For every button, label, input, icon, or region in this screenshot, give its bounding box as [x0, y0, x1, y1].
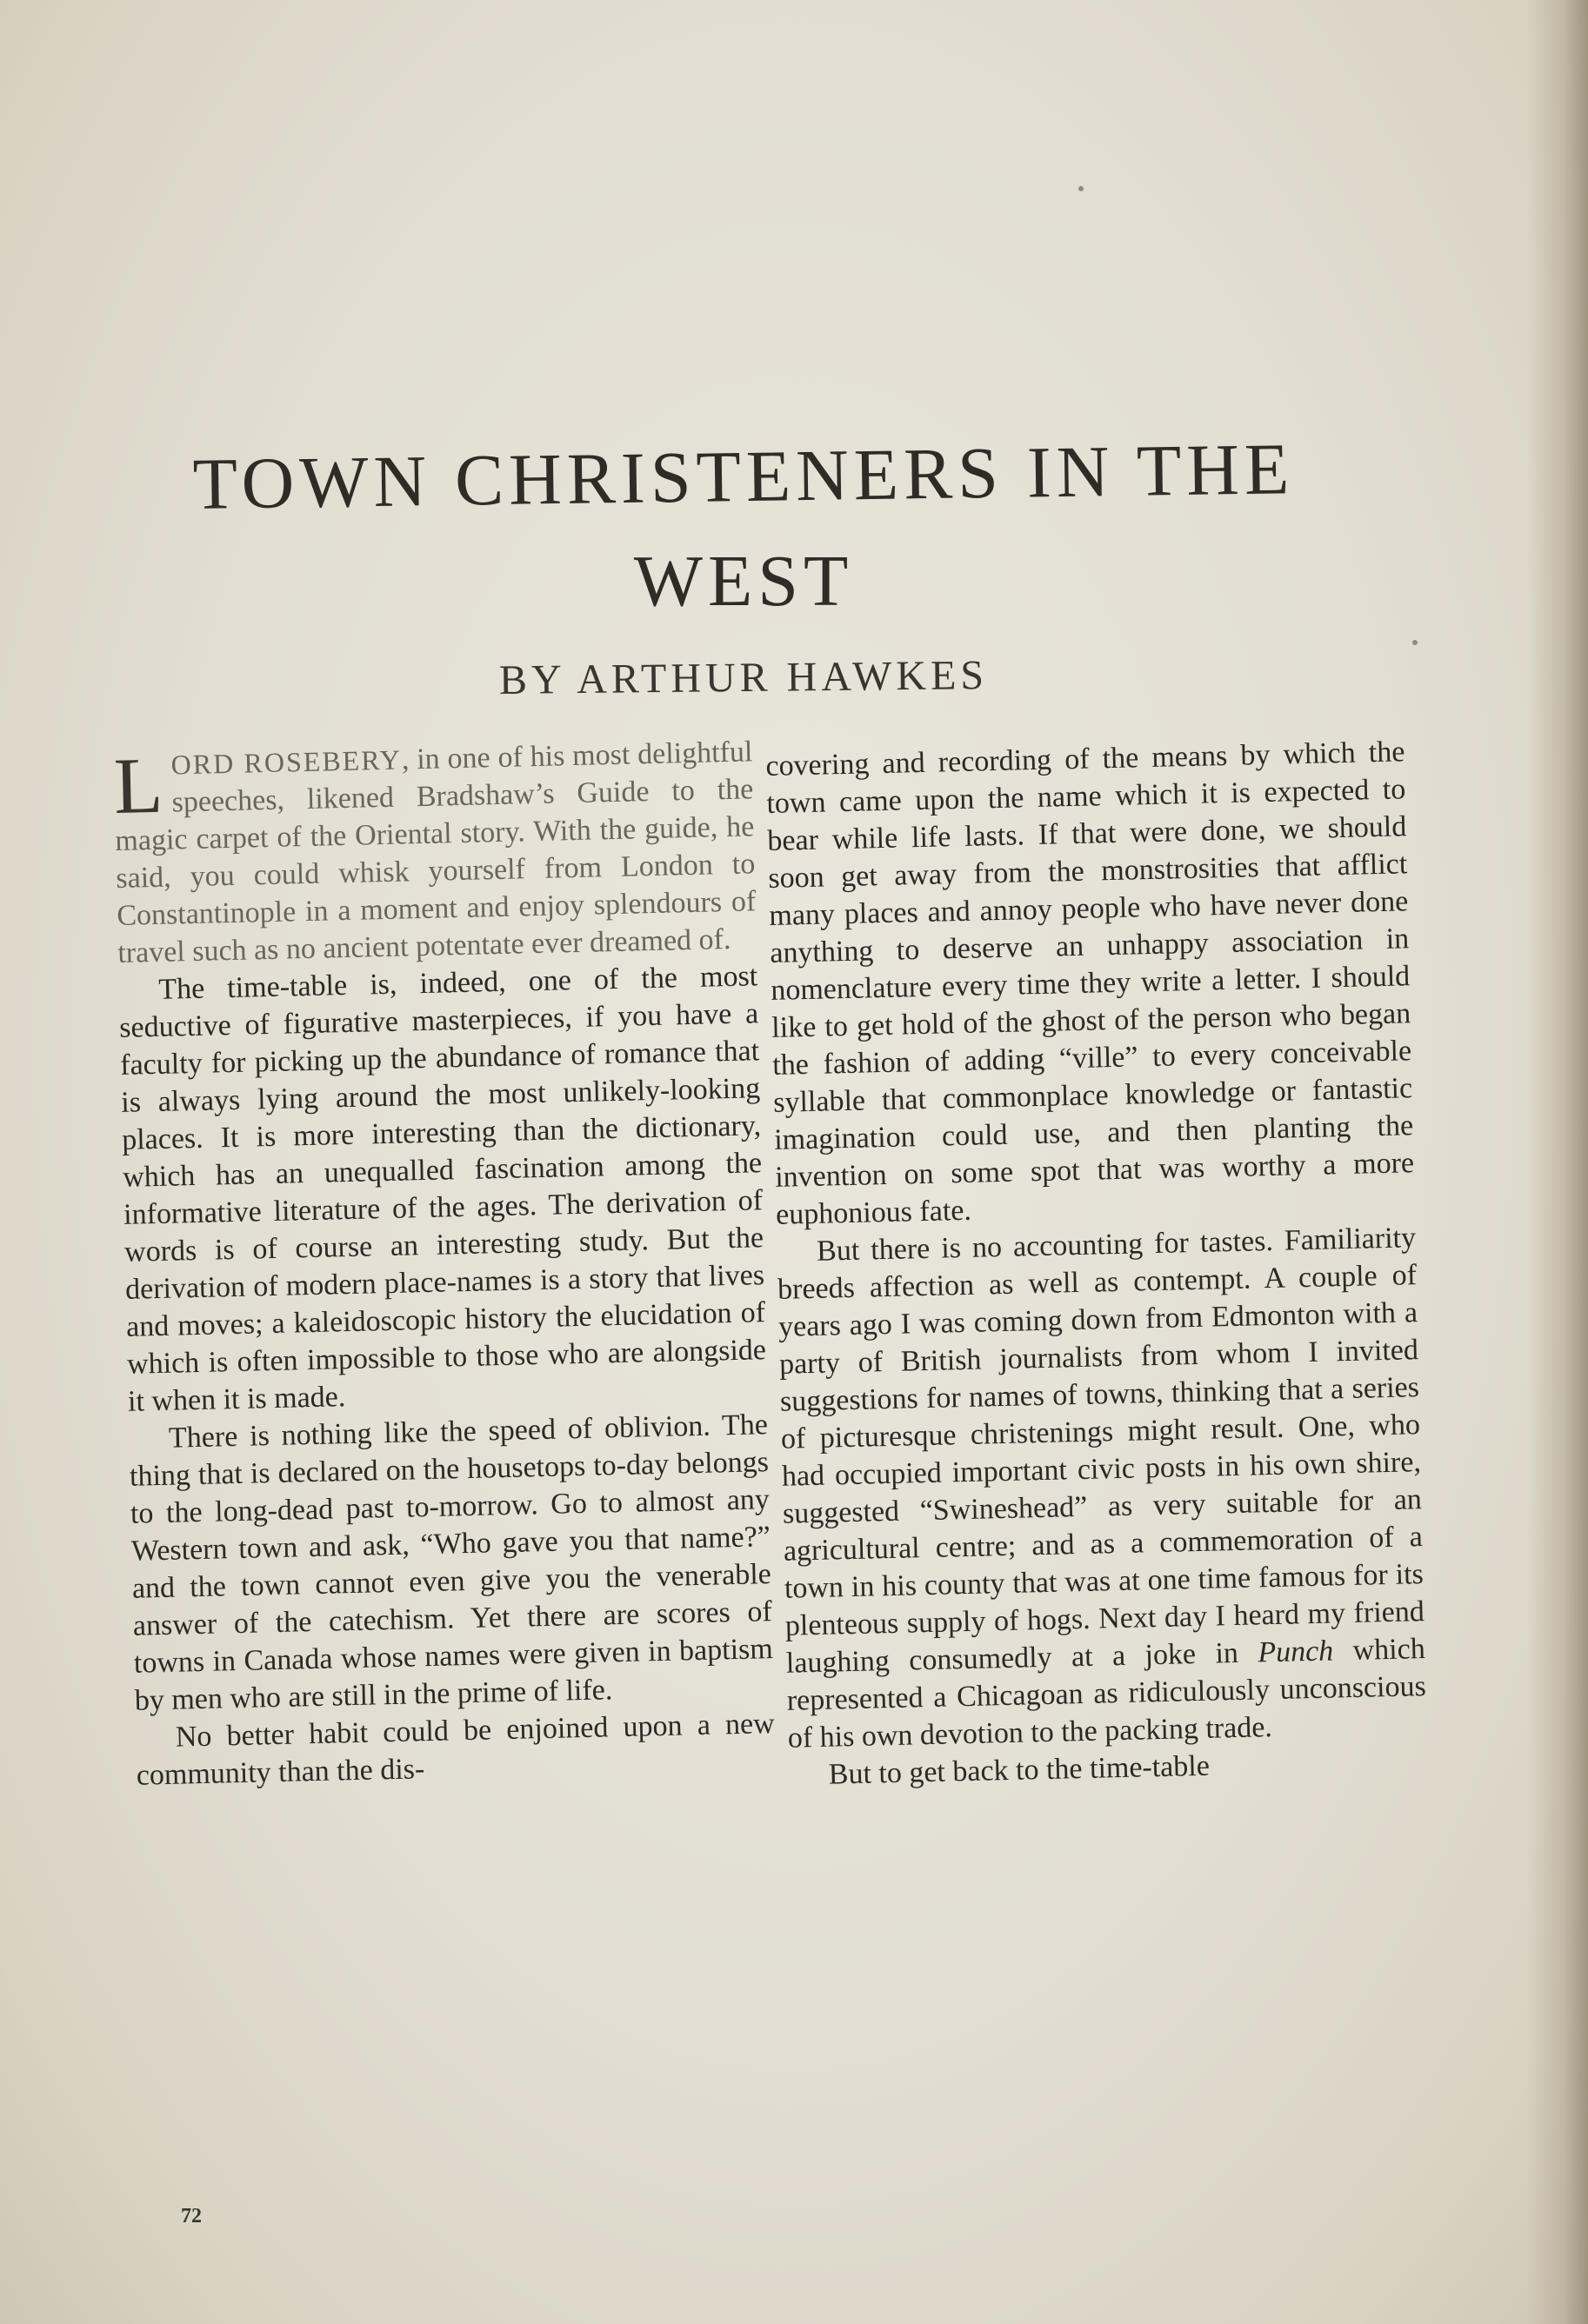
article-title-line-1: TOWN CHRISTENERS IN THE — [192, 429, 1295, 525]
article-title-line-2: WEST — [633, 541, 854, 622]
paragraph-back-to-time-table: But to get back to the time-table — [828, 1749, 1211, 1791]
paper-speck — [1078, 186, 1084, 191]
opening-small-caps: ORD ROSEBERY — [170, 743, 403, 781]
article-byline: BY ARTHUR HAWKES — [498, 652, 989, 703]
left-text-column — [113, 733, 776, 1794]
drop-cap: L — [112, 740, 164, 830]
paragraph-better-habit: No better habit could be enjoined upon a new community than the dis- — [136, 1708, 776, 1792]
paragraph-text-part-1: But there is no accounting for tastes. Familiarity breeds affection as well as contempt. A couple of years ago I was coming down from Edmonton with a party of British journalists from whom I invited suggestions for names of towns, thinking that a series of picturesque christenings might result. One, who had occupied important civic posts in his own shire, suggested “Swineshead” as very suitable for an agricultural centre; and as a commemoration of a town in his county that was at one time famous for its plenteous supply of hogs. Next day I heard my friend laughing consumedly at a joke in — [777, 1222, 1425, 1680]
punch-italic: Punch — [1257, 1635, 1334, 1669]
paragraph-speed-of-oblivion: There is nothing like the speed of oblivion. The thing that is declared on the housetops to-day belongs to the long-dead past to-morrow. Go to almost any Western town and ask, “Who gave you that name?” and the town cannot even give you the venerable answer of the catechism. Yet there are scores of towns in Canada whose names were given in baptism by men who are still in the prime of life. — [129, 1408, 774, 1717]
opening-paragraph — [113, 733, 757, 972]
right-text-column — [765, 733, 1428, 1794]
paper-speck — [1412, 640, 1418, 645]
binding-gutter-shadow — [1527, 0, 1588, 2324]
page-number: 72 — [181, 2205, 202, 2227]
paragraph-text-part-2: which represented a Chicagoan as ridiculously unconscious of his own devotion to the packing trade. — [786, 1633, 1427, 1755]
paragraph-no-accounting-for-tastes — [777, 1219, 1427, 1757]
opening-paragraph-text: , in one of his most delightful speeches, likened Bradshaw’s Guide to the magic carpet of the Oriental story. With the guide, he said, you could whisk yourself from London to Constantinople in a moment and enjoy splendours of travel such as no ancient potentate ever dreamed of. — [115, 736, 757, 969]
paragraph-time-table: The time-table is, indeed, one of the most seductive of figurative masterpieces, if you have a faculty for picking up the abundance of romance that is always lying around the most unlikely-looking places. It is more interesting than the dictionary, which has an unequalled fascination among the informative literature of the ages. The derivation of words is of course an interesting study. But the derivation of modern place-names is a story that lives and moves; a kaleidoscopic history the elucidation of which is often impossible to those who are alongside it when it is made. — [118, 960, 767, 1418]
paragraph-recording-means: covering and recording of the means by which the town came upon the name which it is expected to bear while life lasts. If that were done, we should soon get away from the monstrosities that afflict many places and annoy people who have never done anything to deserve an unhappy association in nomenclature every time they write a letter. I should like to get hold of the ghost of the person who began the fashion of adding “ville” to every conceivable syllable that commonplace knowledge or fantastic imagination could use, and then planting the invention on some spot that was worthy a more euphonious fate. — [765, 736, 1415, 1231]
